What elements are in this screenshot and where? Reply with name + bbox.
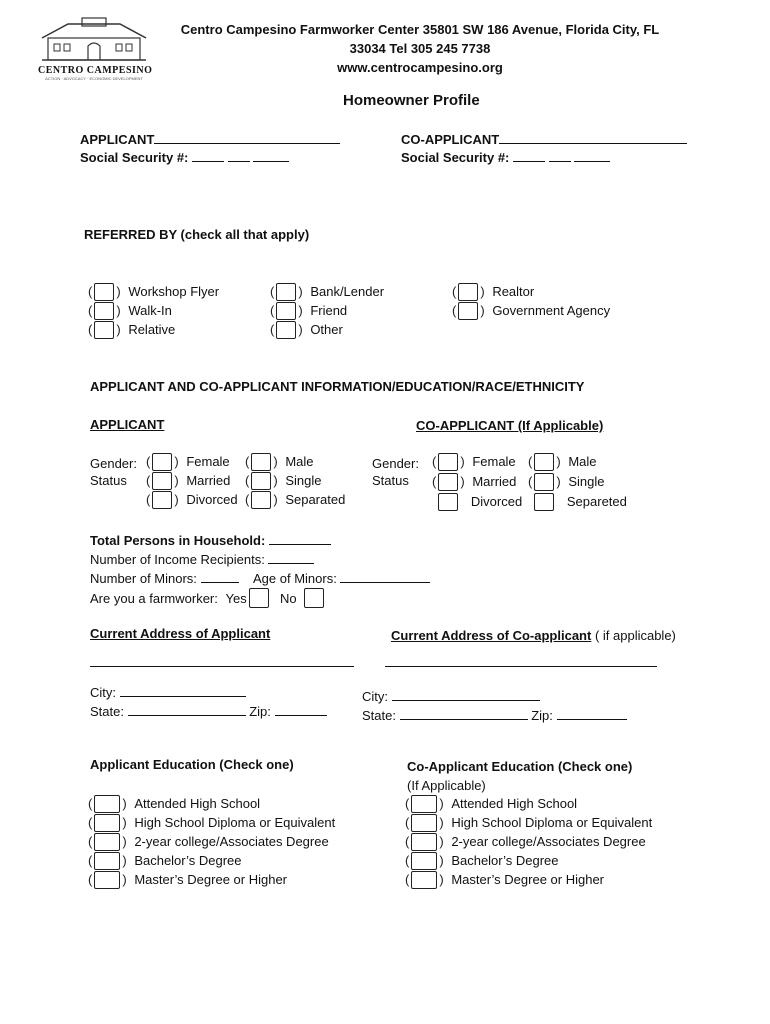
income-recipients-field[interactable]: Number of Income Recipients: bbox=[90, 550, 430, 569]
coapplicant-label: CO-APPLICANT bbox=[401, 132, 500, 147]
coapplicant-address-title: Current Address of Co-applicant ( if applicable) bbox=[391, 628, 676, 643]
logo-text: CENTRO CAMPESINO bbox=[38, 65, 153, 76]
applicant-education-title: Applicant Education (Check one) bbox=[90, 757, 294, 772]
coapplicant-education-title-block bbox=[407, 757, 632, 795]
header-line-2: 33034 Tel 305 245 7738 bbox=[349, 41, 491, 56]
ssn-label: Social Security #: bbox=[80, 150, 189, 165]
co-divorced-checkbox[interactable]: Divorced bbox=[432, 492, 522, 512]
referred-col-3 bbox=[452, 282, 610, 320]
household-section bbox=[90, 531, 430, 608]
coapplicant-heading: CO-APPLICANT (If Applicable) bbox=[416, 418, 604, 433]
no-label: No bbox=[279, 590, 297, 606]
co-edu-associates-checkbox[interactable]: ( ) 2-year college/Associates Degree bbox=[405, 834, 646, 849]
logo-tagline: ACTION · ADVOCACY · ECONOMIC DEVELOPMENT bbox=[45, 76, 143, 81]
applicant-separated-checkbox[interactable]: ( ) Separated bbox=[245, 492, 346, 507]
coapplicant-education-note: (If Applicable) bbox=[407, 778, 486, 793]
applicant-married-checkbox[interactable]: ( ) Married bbox=[146, 473, 231, 488]
co-gender-status-labels bbox=[372, 455, 419, 489]
applicant-state-zip-field[interactable]: State: Zip: bbox=[90, 702, 327, 721]
logo bbox=[38, 14, 153, 81]
info-title: APPLICANT AND CO-APPLICANT INFORMATION/EDUCATION/RACE/ETHNICITY bbox=[90, 379, 585, 394]
applicant-address-title: Current Address of Applicant bbox=[90, 626, 271, 641]
applicant-address-line[interactable] bbox=[90, 666, 354, 667]
applicant-heading: APPLICANT bbox=[90, 417, 165, 432]
referred-col-2 bbox=[270, 282, 384, 339]
checkbox-walk-in[interactable]: ( ) Walk-In bbox=[88, 303, 172, 318]
applicant-female-checkbox[interactable]: ( ) Female bbox=[146, 454, 230, 469]
co-city-state bbox=[362, 687, 627, 725]
applicant-male-checkbox[interactable]: ( ) Male bbox=[245, 454, 314, 469]
yes-label: Yes bbox=[225, 590, 247, 606]
status-label: Status bbox=[90, 473, 127, 488]
referred-title: REFERRED BY (check all that apply) bbox=[84, 227, 310, 242]
co-city-field[interactable]: City: bbox=[362, 687, 627, 706]
gender-status-labels bbox=[90, 455, 137, 489]
coapplicant-education-title: Co-Applicant Education (Check one) bbox=[407, 759, 633, 774]
co-edu-hs-diploma-checkbox[interactable]: ( ) High School Diploma or Equivalent bbox=[405, 815, 653, 830]
co-married-checkbox[interactable]: ( ) Married bbox=[432, 474, 517, 489]
co-status-label: Status bbox=[372, 473, 409, 488]
minors-field[interactable]: Number of Minors: Age of Minors: bbox=[90, 569, 430, 588]
coapplicant-name-field[interactable] bbox=[401, 131, 687, 147]
farmworker-field: Are you a farmworker: Yes No bbox=[90, 588, 430, 608]
coapplicant-education-list bbox=[405, 794, 652, 889]
total-persons-field[interactable]: Total Persons in Household: bbox=[90, 531, 430, 550]
applicant-name-field[interactable] bbox=[80, 131, 340, 147]
applicant-divorced-checkbox[interactable]: ( ) Divorced bbox=[146, 492, 238, 507]
co-gender-col-1 bbox=[432, 452, 522, 512]
co-gender-label: Gender: bbox=[372, 456, 419, 471]
coapplicant-address-line[interactable] bbox=[385, 666, 657, 667]
checkbox-bank-lender[interactable]: ( ) Bank/Lender bbox=[270, 284, 385, 299]
applicant-ssn-field[interactable] bbox=[80, 149, 289, 165]
applicant-city-state bbox=[90, 683, 327, 721]
edu-masters-checkbox[interactable]: ( ) Master’s Degree or Higher bbox=[88, 872, 288, 887]
applicant-education-list bbox=[88, 794, 335, 889]
farmworker-yes-checkbox[interactable] bbox=[249, 588, 269, 608]
header-line-1: Centro Campesino Farmworker Center 35801 SW 186 Avenue, Florida City, FL bbox=[180, 22, 660, 37]
edu-associates-checkbox[interactable]: ( ) 2-year college/Associates Degree bbox=[88, 834, 329, 849]
applicant-gender-col-1 bbox=[146, 452, 238, 509]
edu-attended-hs-checkbox[interactable]: ( ) Attended High School bbox=[88, 796, 261, 811]
checkbox-realtor[interactable]: ( ) Realtor bbox=[452, 284, 535, 299]
co-separated-checkbox[interactable]: Separeted bbox=[528, 492, 627, 512]
building-icon bbox=[38, 14, 150, 62]
co-state-zip-field[interactable]: State: Zip: bbox=[362, 706, 627, 725]
header-line-3: www.centrocampesino.org bbox=[337, 60, 503, 75]
applicant-single-checkbox[interactable]: ( ) Single bbox=[245, 473, 322, 488]
co-ssn-label: Social Security #: bbox=[401, 150, 510, 165]
applicant-city-field[interactable]: City: bbox=[90, 683, 327, 702]
applicant-gender-col-2 bbox=[245, 452, 345, 509]
referred-col-1 bbox=[88, 282, 219, 339]
edu-bachelors-checkbox[interactable]: ( ) Bachelor’s Degree bbox=[88, 853, 242, 868]
edu-hs-diploma-checkbox[interactable]: ( ) High School Diploma or Equivalent bbox=[88, 815, 336, 830]
checkbox-other[interactable]: ( ) Other bbox=[270, 322, 343, 337]
applicant-label: APPLICANT bbox=[80, 132, 155, 147]
co-edu-masters-checkbox[interactable]: ( ) Master’s Degree or Higher bbox=[405, 872, 605, 887]
co-edu-bachelors-checkbox[interactable]: ( ) Bachelor’s Degree bbox=[405, 853, 559, 868]
co-single-checkbox[interactable]: ( ) Single bbox=[528, 474, 605, 489]
checkbox-friend[interactable]: ( ) Friend bbox=[270, 303, 348, 318]
age-minors-label: Age of Minors: bbox=[253, 571, 337, 586]
co-female-checkbox[interactable]: ( ) Female bbox=[432, 454, 516, 469]
coapplicant-ssn-field[interactable] bbox=[401, 149, 610, 165]
org-header bbox=[160, 20, 680, 77]
checkbox-government-agency[interactable]: ( ) Government Agency bbox=[452, 303, 611, 318]
farmworker-no-checkbox[interactable] bbox=[304, 588, 324, 608]
co-edu-attended-hs-checkbox[interactable]: ( ) Attended High School bbox=[405, 796, 578, 811]
co-gender-col-2 bbox=[528, 452, 627, 512]
checkbox-workshop-flyer[interactable]: ( ) Workshop Flyer bbox=[88, 284, 220, 299]
gender-label: Gender: bbox=[90, 456, 137, 471]
checkbox-relative[interactable]: ( ) Relative bbox=[88, 322, 176, 337]
page-title: Homeowner Profile bbox=[343, 92, 480, 109]
co-male-checkbox[interactable]: ( ) Male bbox=[528, 454, 597, 469]
